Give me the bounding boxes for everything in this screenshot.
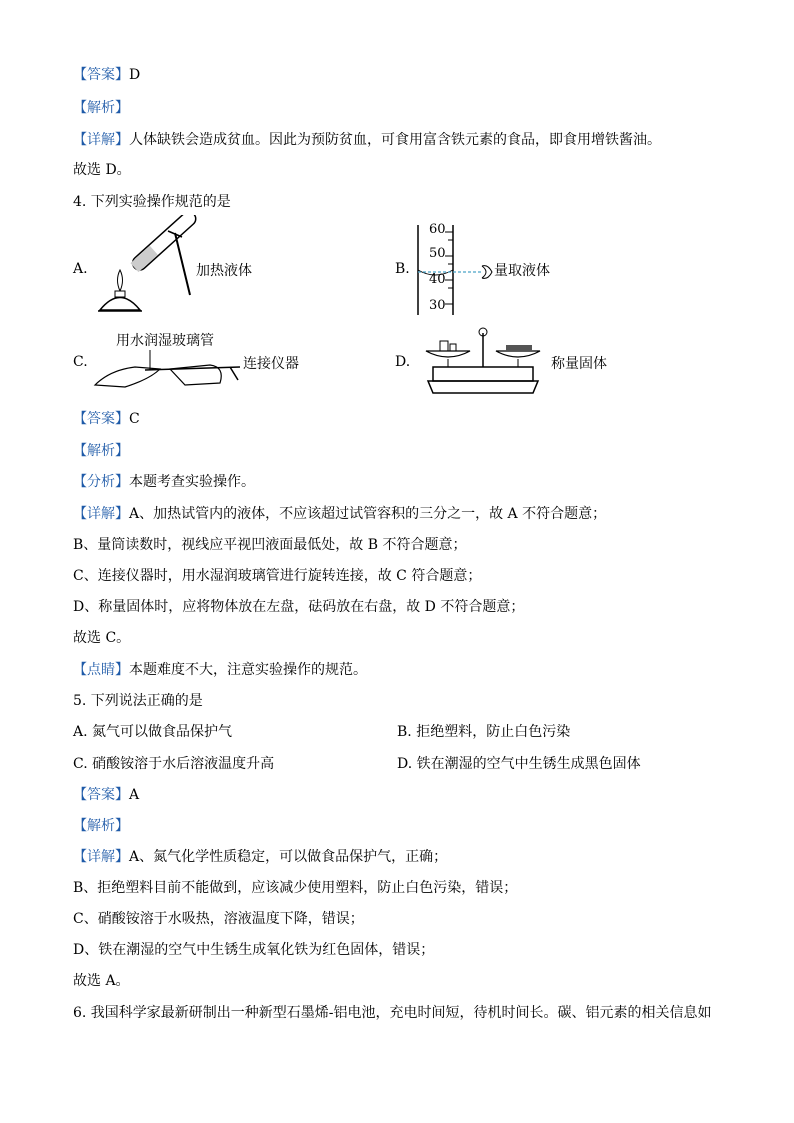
- option-b-caption: 量取液体: [494, 263, 550, 279]
- q4-answer-line: [73, 409, 140, 429]
- q3-conclusion: 故选 D。: [73, 162, 131, 178]
- q5-option-a: A. 氮气可以做食品保护气: [73, 724, 233, 740]
- balance-scale-figure: [418, 325, 548, 397]
- q4-conclusion: 故选 C。: [73, 630, 131, 646]
- detail-tag: 【详解】: [73, 506, 129, 522]
- answer-value: D: [129, 67, 141, 83]
- q5-conclusion: 故选 A。: [73, 973, 130, 989]
- q3-analysis-line: [73, 98, 129, 118]
- analysis-tag: 【解析】: [73, 443, 129, 459]
- answer-tag: 【答案】: [73, 411, 129, 427]
- option-a-letter: A.: [73, 261, 88, 277]
- q5-option-c: C. 硝酸铵溶于水后溶液温度升高: [73, 756, 275, 772]
- q4-stem: 4. 下列实验操作规范的是: [73, 194, 231, 210]
- q5-analysis-line: [73, 816, 129, 836]
- q5-option-b: B. 拒绝塑料，防止白色污染: [397, 724, 571, 740]
- scale-40: 40: [429, 272, 446, 287]
- q4-fenxi-line: [73, 472, 255, 492]
- comment-text: 本题难度不大，注意实验操作的规范。: [129, 662, 367, 678]
- detail-tag: 【详解】: [73, 849, 129, 865]
- q5-detail-c: C、硝酸铵溶于水吸热，溶液温度下降，错误；: [73, 911, 364, 927]
- detail-text: 人体缺铁会造成贫血。因此为预防贫血，可食用富含铁元素的食品，即食用增铁酱油。: [129, 132, 661, 148]
- option-c-letter: C.: [73, 354, 88, 370]
- q4-comment-line: [73, 660, 367, 680]
- q5-detail-b: B、拒绝塑料目前不能做到，应该减少使用塑料，防止白色污染，错误；: [73, 880, 518, 896]
- scale-50: 50: [429, 246, 446, 261]
- detail-text: A、氮气化学性质稳定，可以做食品保护气，正确；: [129, 849, 448, 865]
- option-a-caption: 加热液体: [196, 263, 252, 279]
- q4-detail-line: [73, 504, 606, 524]
- option-d-letter: D.: [395, 354, 411, 370]
- q4-detail-c: C、连接仪器时，用水湿润玻璃管进行旋转连接，故 C 符合题意；: [73, 568, 482, 584]
- option-c-top-label: 用水润湿玻璃管: [116, 333, 214, 349]
- q5-detail-line: [73, 847, 447, 867]
- connecting-instruments-figure: [90, 345, 250, 395]
- fenxi-text: 本题考查实验操作。: [129, 474, 255, 490]
- q4-detail-d: D、称量固体时，应将物体放在左盘，砝码放在右盘，故 D 不符合题意；: [73, 599, 525, 615]
- analysis-tag: 【解析】: [73, 818, 129, 834]
- q5-answer-line: [73, 785, 139, 805]
- graduated-cylinder-figure: [410, 220, 500, 320]
- q4-analysis-line: [73, 441, 129, 461]
- detail-tag: 【详解】: [73, 132, 129, 148]
- answer-tag: 【答案】: [73, 787, 129, 803]
- scale-30: 30: [429, 298, 446, 313]
- option-b-letter: B.: [395, 261, 410, 277]
- option-c-caption: 连接仪器: [243, 356, 299, 372]
- fenxi-tag: 【分析】: [73, 474, 129, 490]
- answer-value: C: [129, 411, 140, 427]
- q3-detail-line: [73, 130, 661, 150]
- detail-text: A、加热试管内的液体，不应该超过试管容积的三分之一，故 A 不符合题意；: [129, 506, 607, 522]
- heating-liquid-figure: [90, 215, 200, 320]
- q3-answer-line: [73, 65, 140, 85]
- answer-tag: 【答案】: [73, 67, 129, 83]
- scale-60: 60: [429, 222, 446, 237]
- comment-tag: 【点睛】: [73, 662, 129, 678]
- analysis-tag: 【解析】: [73, 100, 129, 116]
- q4-detail-b: B、量筒读数时，视线应平视凹液面最低处，故 B 不符合题意；: [73, 537, 467, 553]
- q5-option-d: D. 铁在潮湿的空气中生锈生成黑色固体: [397, 756, 641, 772]
- answer-value: A: [129, 787, 140, 803]
- option-d-caption: 称量固体: [551, 356, 607, 372]
- q6-stem: 6. 我国科学家最新研制出一种新型石墨烯-铝电池，充电时间短，待机时间长。碳、铝元素的相关信息如: [73, 1005, 712, 1021]
- q5-stem: 5. 下列说法正确的是: [73, 693, 203, 709]
- q5-detail-d: D、铁在潮湿的空气中生锈生成氧化铁为红色固体，错误；: [73, 942, 435, 958]
